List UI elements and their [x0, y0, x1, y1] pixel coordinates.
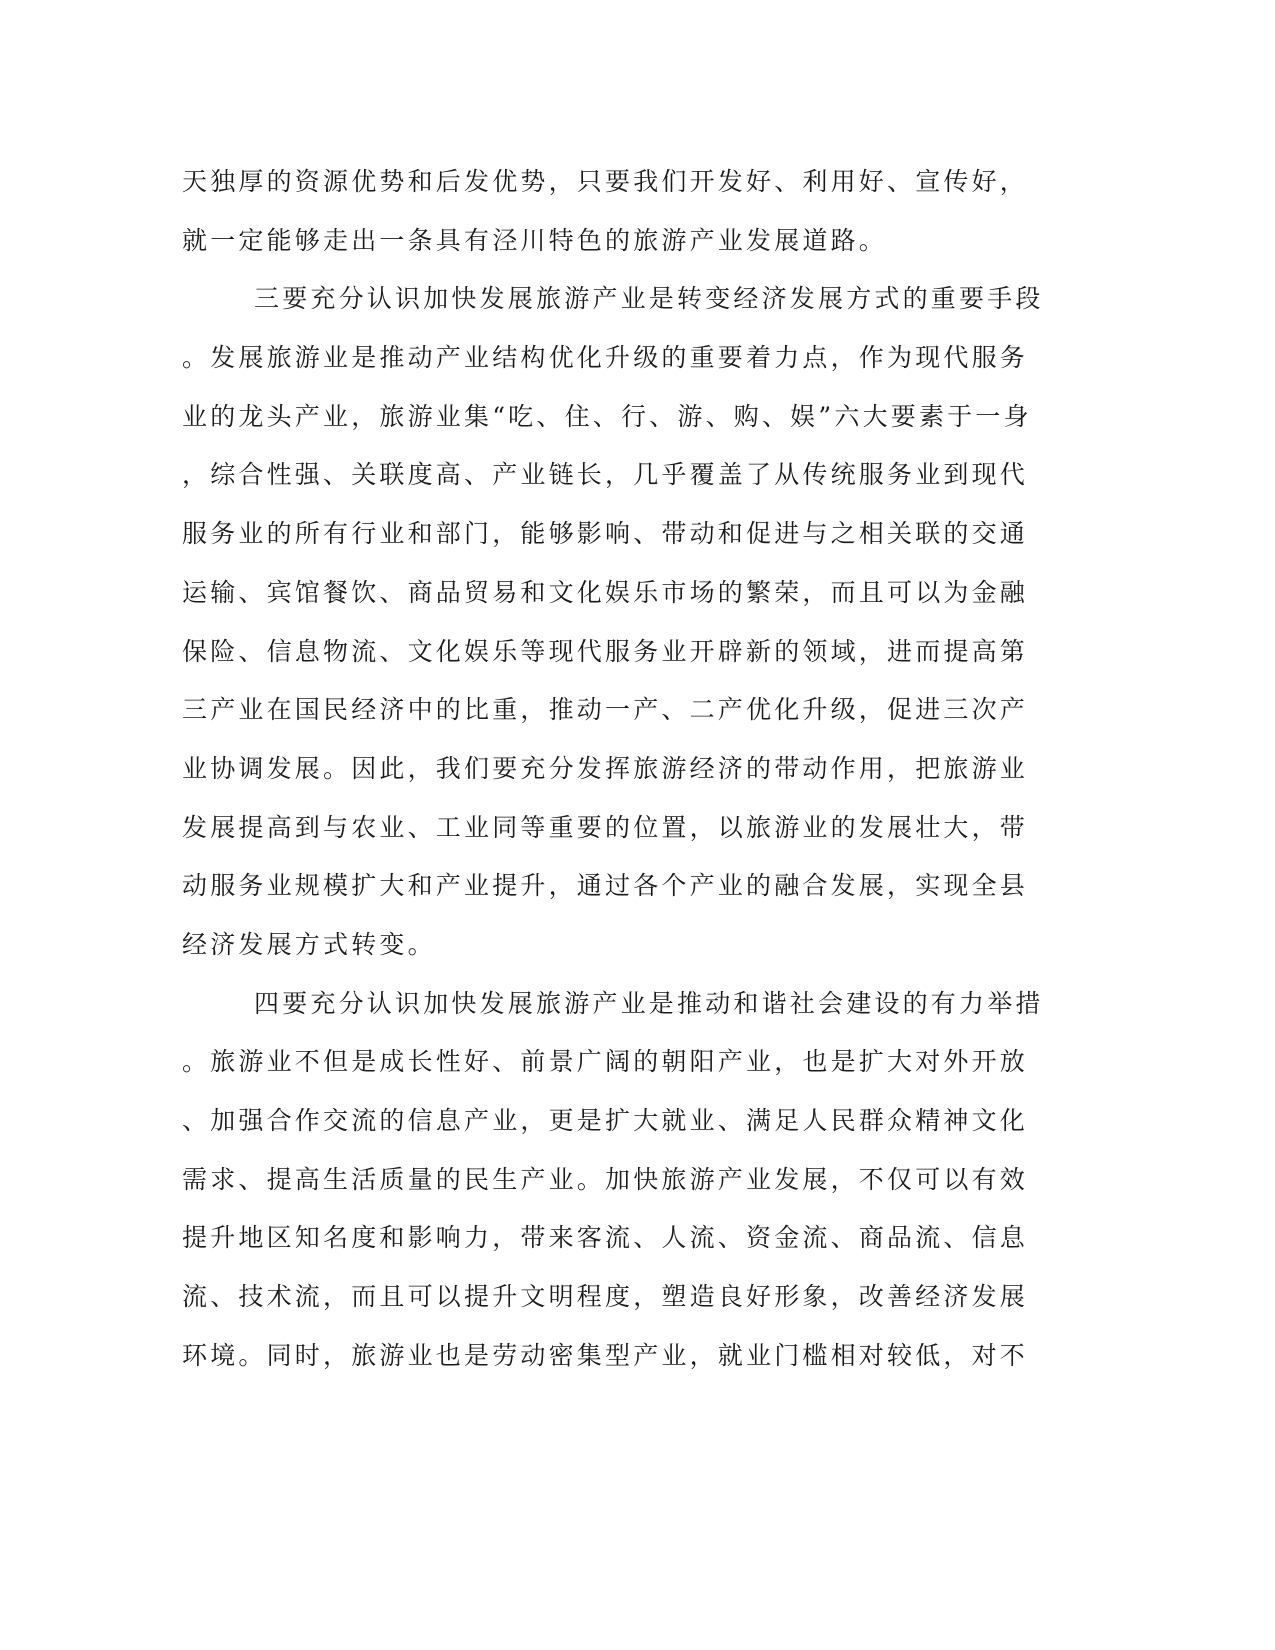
text-line: 。发展旅游业是推动产业结构优化升级的重要着力点，作为现代服务: [182, 343, 1029, 373]
text-line: 流、技术流，而且可以提升文明程度，塑造良好形象，改善经济发展: [182, 1282, 1029, 1312]
text-line: 业协调发展。因此，我们要充分发挥旅游经济的带动作用，把旅游业: [182, 753, 1029, 783]
text-line: 服务业的所有行业和部门，能够影响、带动和促进与之相关联的交通: [182, 519, 1029, 549]
text-line: 天独厚的资源优势和后发优势，只要我们开发好、利用好、宣传好，: [182, 167, 1029, 196]
text-line: 运输、宾馆餐饮、商品贸易和文化娱乐市场的繁荣，而且可以为金融: [182, 577, 1029, 607]
text-line: 、加强合作交流的信息产业，更是扩大就业、满足人民群众精神文化: [182, 1106, 1029, 1135]
paragraph-heading-three: 三要充分认识加快发展旅游产业是转变经济发展方式的重要手段: [254, 284, 1044, 314]
text-line: 经济发展方式转变。: [182, 929, 436, 959]
text-line: 动服务业规模扩大和产业提升，通过各个产业的融合发展，实现全县: [182, 871, 1029, 901]
text-line: 保险、信息物流、文化娱乐等现代服务业开辟新的领域，进而提高第: [182, 636, 1029, 666]
text-line: 业的龙头产业，旅游业集“吃、住、行、游、购、娱”六大要素于一身: [182, 401, 1032, 431]
body-text: [182, 160, 1042, 1392]
text-line: ，综合性强、关联度高、产业链长，几乎覆盖了从传统服务业到现代: [182, 460, 1029, 490]
paragraph-heading-four: 四要充分认识加快发展旅游产业是推动和谐社会建设的有力举措: [254, 988, 1044, 1018]
text-line: 提升地区知名度和影响力，带来客流、人流、资金流、商品流、信息: [182, 1223, 1029, 1253]
text-line: 。旅游业不但是成长性好、前景广阔的朝阳产业，也是扩大对外开放: [182, 1047, 1029, 1077]
text-line: 需求、提高生活质量的民生产业。加快旅游产业发展，不仅可以有效: [182, 1164, 1029, 1194]
text-line: 三产业在国民经济中的比重，推动一产、二产优化升级，促进三次产: [182, 695, 1029, 725]
text-line: 环境。同时，旅游业也是劳动密集型产业，就业门槛相对较低，对不: [182, 1340, 1029, 1370]
text-line: 就一定能够走出一条具有泾川特色的旅游产业发展道路。: [182, 225, 888, 255]
text-line: 发展提高到与农业、工业同等重要的位置，以旅游业的发展壮大，带: [182, 812, 1029, 842]
